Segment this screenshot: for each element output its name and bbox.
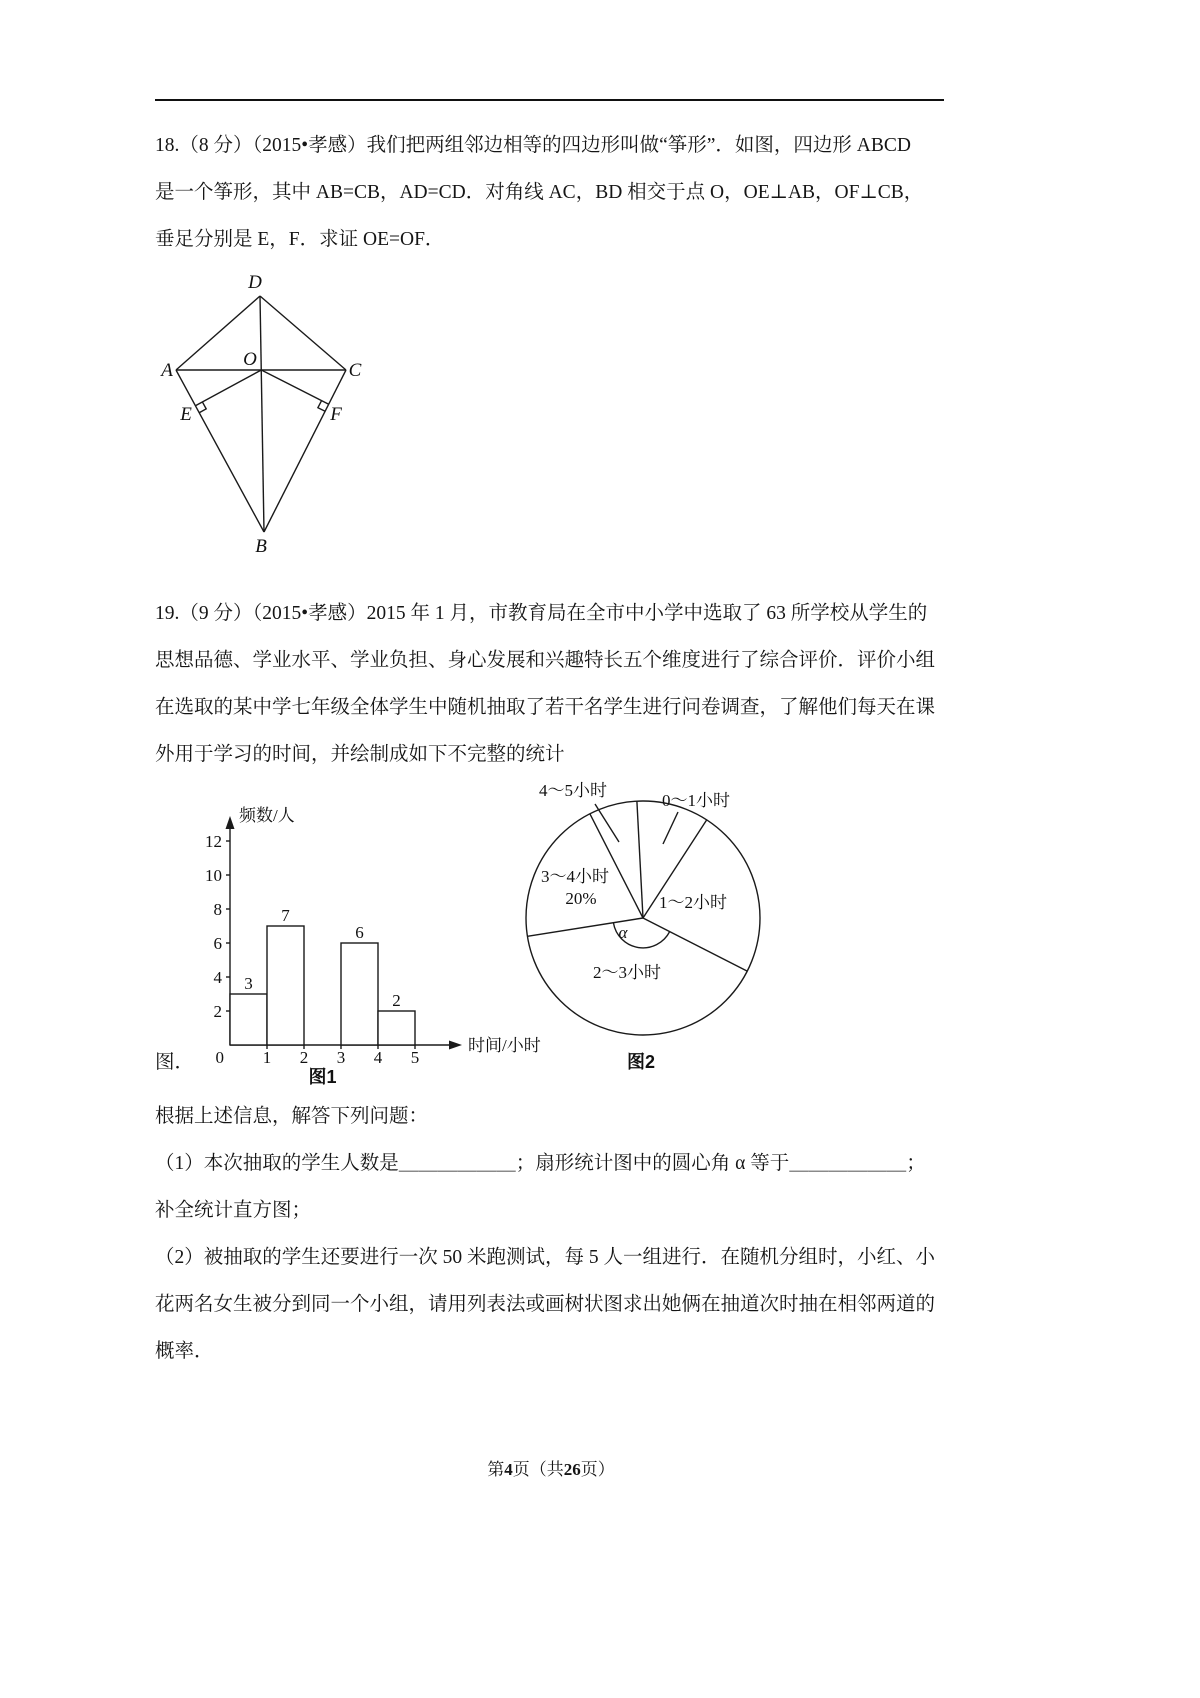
vertex-label-A: A xyxy=(161,360,173,381)
pie-chart-figure2 xyxy=(515,780,770,1080)
bar-3-4 xyxy=(341,943,378,1045)
bar-1-2 xyxy=(267,926,304,1045)
vertex-label-E: E xyxy=(180,404,192,425)
leader-line-0-1 xyxy=(663,812,678,844)
problem-19-line-1: 19.（9 分）（2015•孝感）2015 年 1 月，市教育局在全市中小学中选取了 63 所学校从学生的 xyxy=(155,603,928,624)
vertex-label-O: O xyxy=(243,349,257,370)
question-intro: 根据上述信息，解答下列问题： xyxy=(155,1106,429,1127)
kite-figure xyxy=(158,270,383,565)
slice-percent-3-4: 20% xyxy=(565,889,597,908)
footer-middle: 页（共 xyxy=(512,1460,564,1479)
figure1-caption: 图1 xyxy=(308,1067,337,1087)
y-tick-label: 6 xyxy=(213,934,222,953)
y-tick-label: 4 xyxy=(213,968,222,987)
pie-sector-line xyxy=(590,814,643,918)
x-axis-label: 时间/小时 xyxy=(468,1036,541,1055)
bar-value-label: 6 xyxy=(355,923,364,942)
bar-0-1 xyxy=(230,994,267,1045)
x-tick-label: 1 xyxy=(262,1048,272,1067)
leader-line-4-5 xyxy=(595,804,619,842)
y-tick-label: 8 xyxy=(213,900,222,919)
bar-value-label: 7 xyxy=(281,906,290,925)
question-1: （1）本次抽取的学生人数是＿＿＿＿＿＿；扇形统计图中的圆心角 α 等于＿＿＿＿＿＿； xyxy=(155,1153,926,1174)
slice-label-3-4: 3～4小时 xyxy=(541,867,609,886)
footer-prefix: 第 xyxy=(487,1460,505,1479)
problem-18-line-2: 是一个筝形，其中 AB=CB，AD=CD．对角线 AC，BD 相交于点 O，OE⊥AB，OF⊥CB， xyxy=(155,182,924,203)
problem-18 xyxy=(155,122,947,263)
origin-label: 0 xyxy=(215,1048,224,1067)
bar-value-label: 2 xyxy=(392,991,401,1010)
y-tick-label: 10 xyxy=(205,866,222,885)
y-axis-label: 频数/人 xyxy=(239,806,295,825)
problem-19-questions xyxy=(155,1093,947,1375)
figure-wrap-text: 图． xyxy=(155,1052,195,1073)
problem-19 xyxy=(155,590,947,778)
footer-total-pages: 26 xyxy=(563,1460,581,1479)
footer-suffix: 页） xyxy=(580,1460,615,1479)
page-footer xyxy=(155,1455,947,1480)
problem-18-line-3: 垂足分别是 E，F．求证 OE=OF． xyxy=(155,229,445,250)
slice-label-0-1: 0～1小时 xyxy=(662,791,730,810)
question-2: （2）被抽取的学生还要进行一次 50 米跑测试，每 5 人一组进行．在随机分组时，小红、小 xyxy=(155,1247,936,1268)
vertex-label-F: F xyxy=(330,404,342,425)
question-1-cont: 补全统计直方图； xyxy=(155,1200,312,1221)
footer-page-number: 4 xyxy=(504,1460,513,1479)
pie-sector-line xyxy=(637,801,643,918)
bar-value-label: 3 xyxy=(244,974,253,993)
problem-18-line-1: 18.（8 分）（2015•孝感）我们把两组邻边相等的四边形叫做“筝形”．如图，四边形 ABCD xyxy=(155,135,911,156)
x-tick-label: 3 xyxy=(336,1048,346,1067)
alpha-label: α xyxy=(618,923,628,942)
problem-19-line-2: 思想品德、学业水平、学业负担、身心发展和兴趣特长五个维度进行了综合评价．评价小组 xyxy=(155,650,936,671)
header-rule xyxy=(155,99,944,101)
problem-19-line-3: 在选取的某中学七年级全体学生中随机抽取了若干名学生进行问卷调查，了解他们每天在课 xyxy=(155,697,936,718)
vertex-label-D: D xyxy=(248,272,262,293)
figure2-caption: 图2 xyxy=(626,1052,656,1072)
y-axis-arrow xyxy=(226,816,235,829)
question-2-cont: 花两名女生被分到同一个小组，请用列表法或画树状图求出她俩在抽道次时抽在相邻两道的 xyxy=(155,1294,936,1315)
bar-4-5 xyxy=(378,1011,415,1045)
slice-label-4-5: 4～5小时 xyxy=(539,781,607,800)
x-tick-label: 5 xyxy=(410,1048,420,1067)
question-2-end: 概率． xyxy=(155,1341,214,1362)
x-axis-arrow xyxy=(449,1041,462,1050)
slice-label-2-3: 2～3小时 xyxy=(593,963,661,982)
vertex-label-C: C xyxy=(348,360,362,381)
problem-19-line-4: 外用于学习的时间，并绘制成如下不完整的统计 xyxy=(155,744,565,765)
y-tick-label: 2 xyxy=(213,1002,222,1021)
x-tick-label: 2 xyxy=(299,1048,309,1067)
kite-lines xyxy=(176,296,346,532)
vertex-label-B: B xyxy=(255,536,267,557)
y-tick-label: 12 xyxy=(205,832,222,851)
x-tick-label: 4 xyxy=(373,1048,383,1067)
slice-label-1-2: 1～2小时 xyxy=(659,893,727,912)
